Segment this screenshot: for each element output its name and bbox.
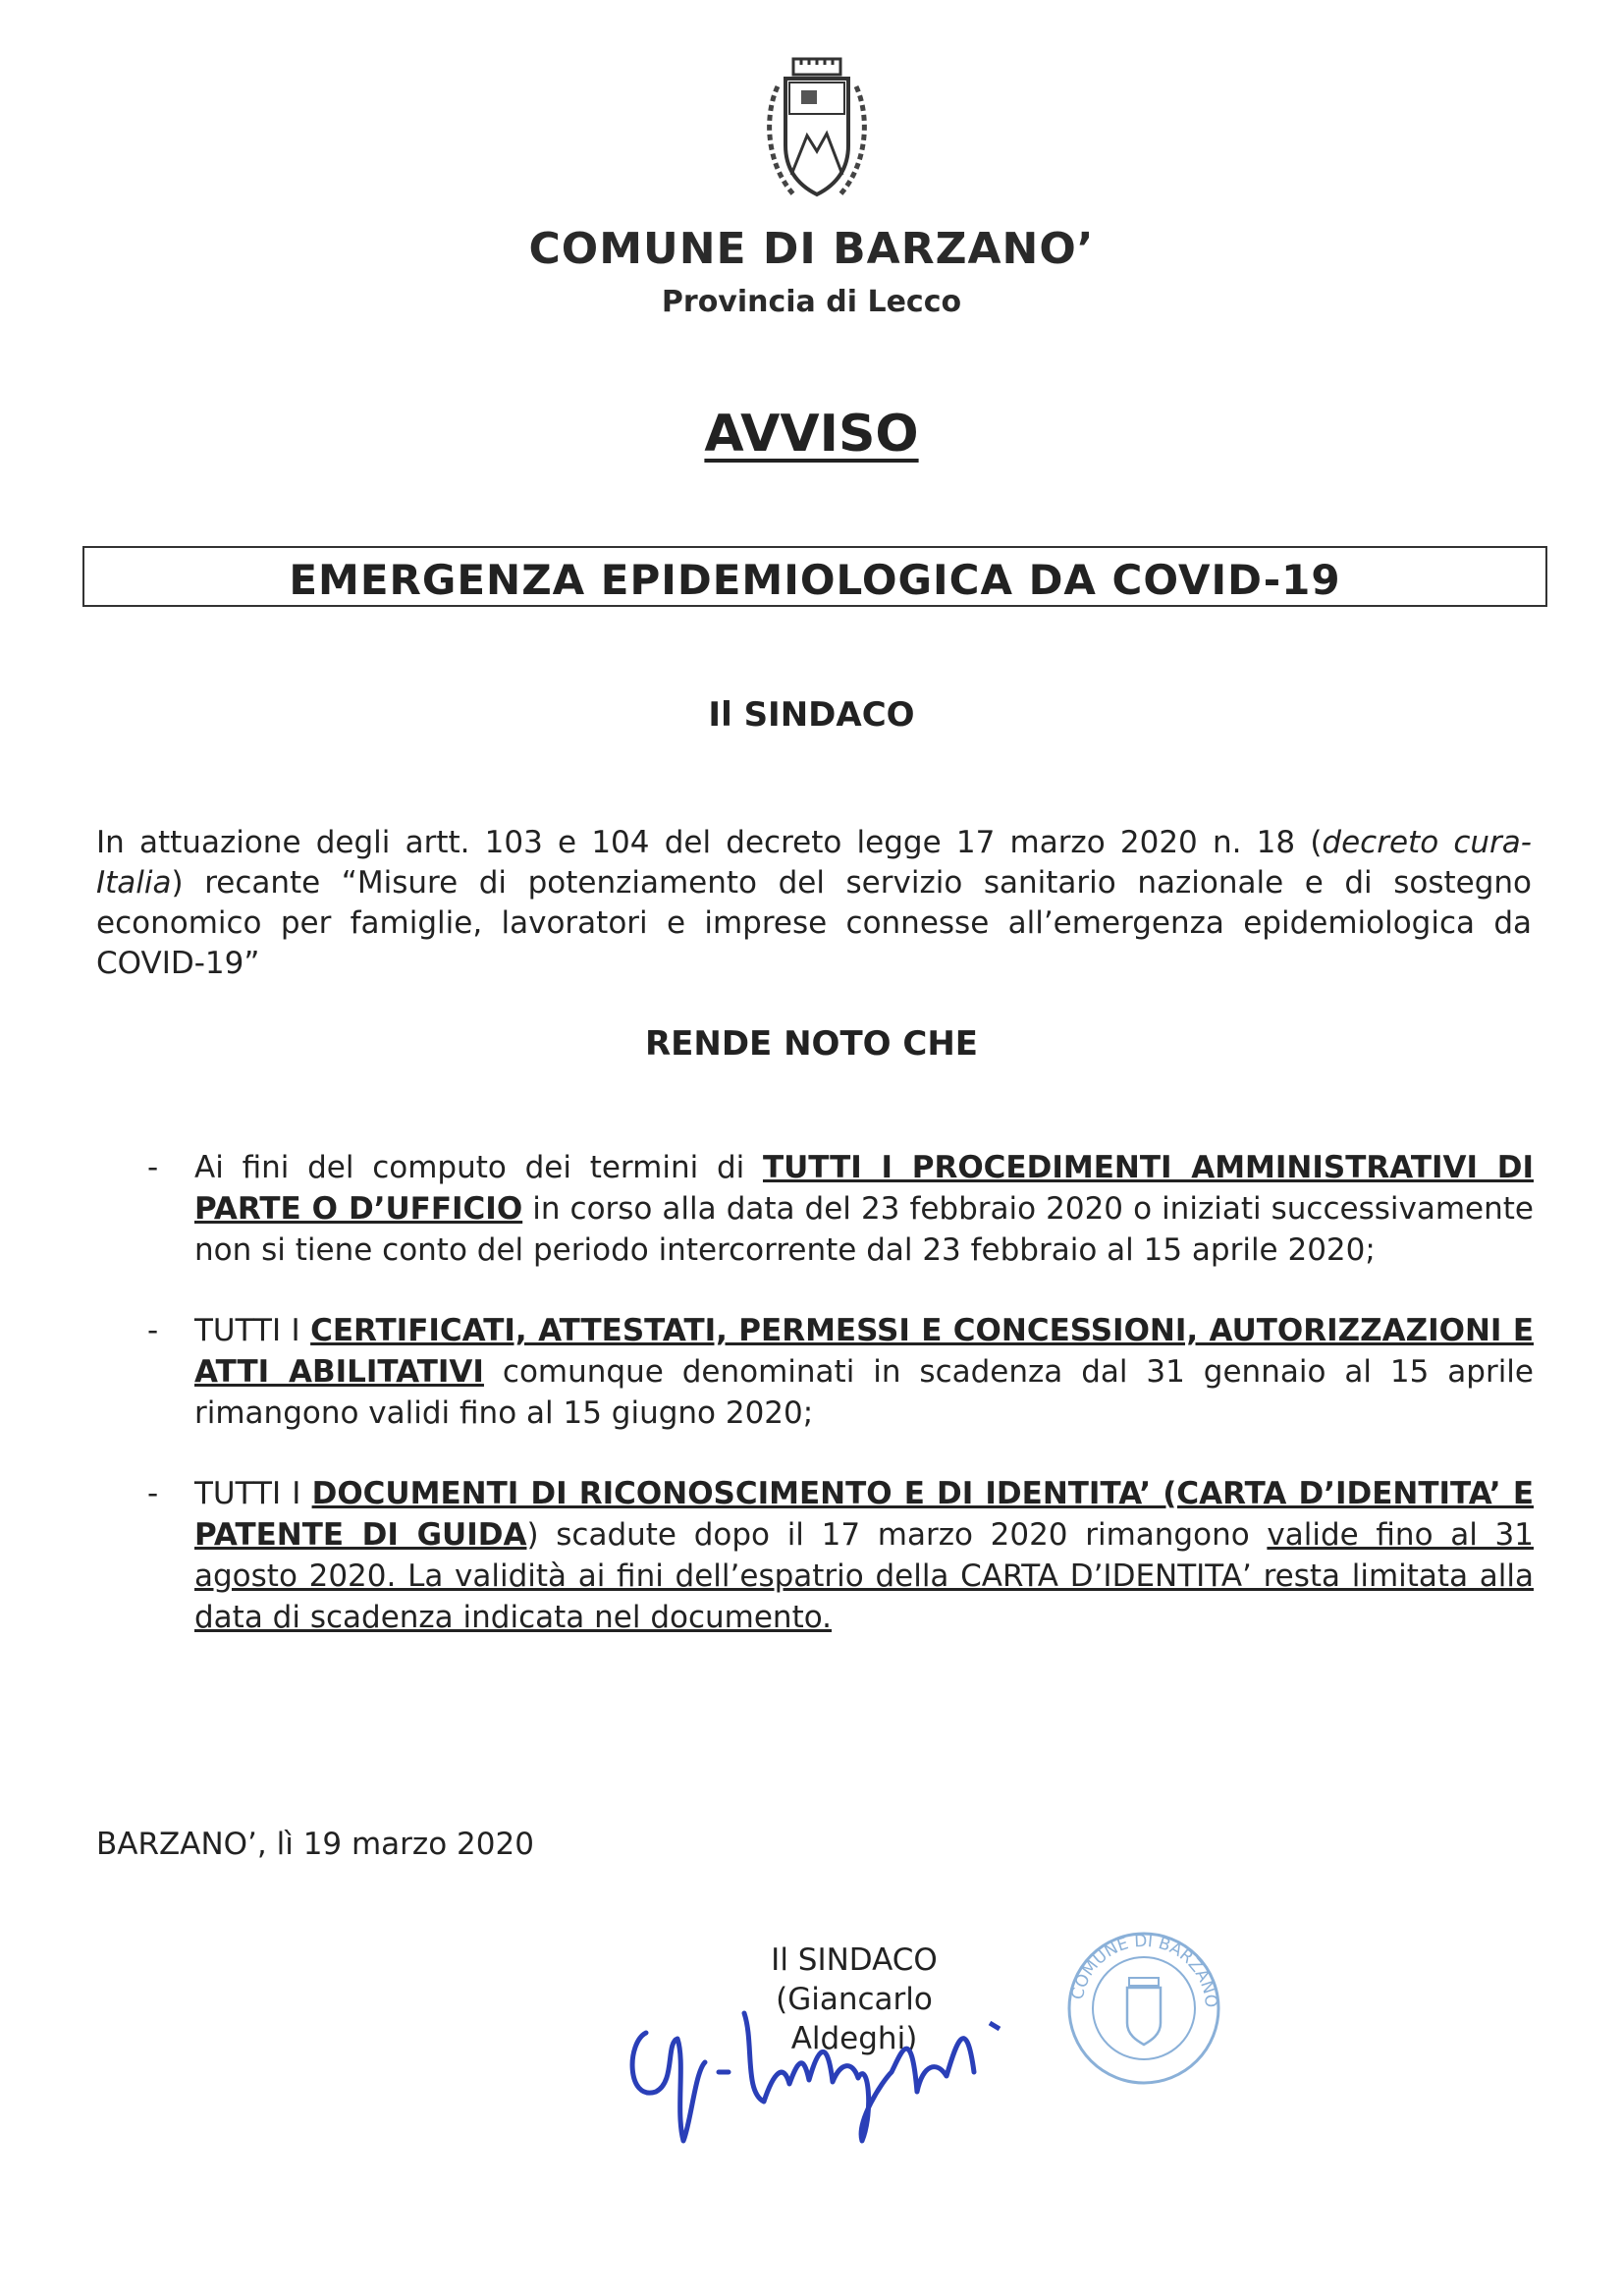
intro-text-italic: decreto cura-Italia bbox=[96, 825, 1532, 901]
province-subtitle: Provincia di Lecco bbox=[661, 285, 962, 319]
notice-heading bbox=[0, 405, 1623, 464]
item-emphasis: DOCUMENTI DI RICONOSCIMENTO E DI IDENTITA’ (CARTA D’IDENTITA’ E PATENTE DI GUIDA bbox=[194, 1476, 1534, 1553]
notice-heading-text: AVVISO bbox=[704, 405, 919, 464]
list-item bbox=[147, 1473, 1534, 1638]
item-underlined: valide fino al 31 agosto 2020. La validità ai fini dell’espatrio della CARTA D’IDENTITA’ resta limitata alla data di scadenza indicata nel documento. bbox=[194, 1517, 1534, 1635]
municipality-title: COMUNE DI BARZANO’ bbox=[528, 224, 1095, 274]
coat-of-arms-icon bbox=[756, 57, 878, 204]
place-date: BARZANO’, lì 19 marzo 2020 bbox=[96, 1827, 534, 1862]
handwritten-signature-icon bbox=[617, 1954, 1029, 2151]
official-stamp-icon bbox=[1060, 1925, 1227, 2092]
item-emphasis: TUTTI I PROCEDIMENTI AMMINISTRATIVI DI PARTE O D’UFFICIO bbox=[194, 1150, 1534, 1227]
list-item bbox=[147, 1310, 1534, 1434]
item-text: TUTTI I bbox=[194, 1476, 312, 1511]
item-text: ) scadute dopo il 17 marzo 2020 rimangono bbox=[526, 1517, 1268, 1553]
item-text: in corso alla data del 23 febbraio 2020 o iniziati successivamente non si tiene conto del periodo intercorrente dal 23 febbraio al 15 aprile 2020; bbox=[194, 1191, 1534, 1268]
intro-paragraph bbox=[96, 823, 1532, 984]
item-text: Ai fini del computo dei termini di bbox=[194, 1150, 763, 1185]
list-item bbox=[147, 1147, 1534, 1271]
stamp-text: COMUNE DI BARZANO bbox=[1067, 1931, 1221, 2009]
item-text: comunque denominati in scadenza dal 31 gennaio al 15 aprile rimangono validi fino al 15 giugno 2020; bbox=[194, 1354, 1534, 1431]
item-emphasis: CERTIFICATI, ATTESTATI, PERMESSI E CONCESSIONI, AUTORIZZAZIONI E ATTI ABILITATIVI bbox=[194, 1313, 1535, 1390]
dash-marker: - bbox=[147, 1150, 159, 1185]
issuer-heading: Il SINDACO bbox=[708, 695, 915, 735]
intro-text-1: In attuazione degli artt. 103 e 104 del decreto legge 17 marzo 2020 n. 18 ( bbox=[96, 825, 1323, 860]
dash-marker: - bbox=[147, 1313, 159, 1348]
signer-name: (Giancarlo Aldeghi) bbox=[776, 1982, 933, 2056]
intro-text-2: ) recante “Misure di potenziamento del servizio sanitario nazionale e di sostegno economico per famiglie, lavoratori e imprese connesse all’emergenza epidemiologica da COVID-19” bbox=[96, 865, 1532, 981]
notice-items bbox=[147, 1147, 1534, 1677]
notice-subject: EMERGENZA EPIDEMIOLOGICA DA COVID-19 bbox=[289, 556, 1341, 604]
item-text: TUTTI I bbox=[194, 1313, 311, 1348]
dash-marker: - bbox=[147, 1476, 159, 1511]
signer-title: Il SINDACO bbox=[771, 1942, 938, 1978]
rende-noto-heading: RENDE NOTO CHE bbox=[644, 1024, 979, 1064]
